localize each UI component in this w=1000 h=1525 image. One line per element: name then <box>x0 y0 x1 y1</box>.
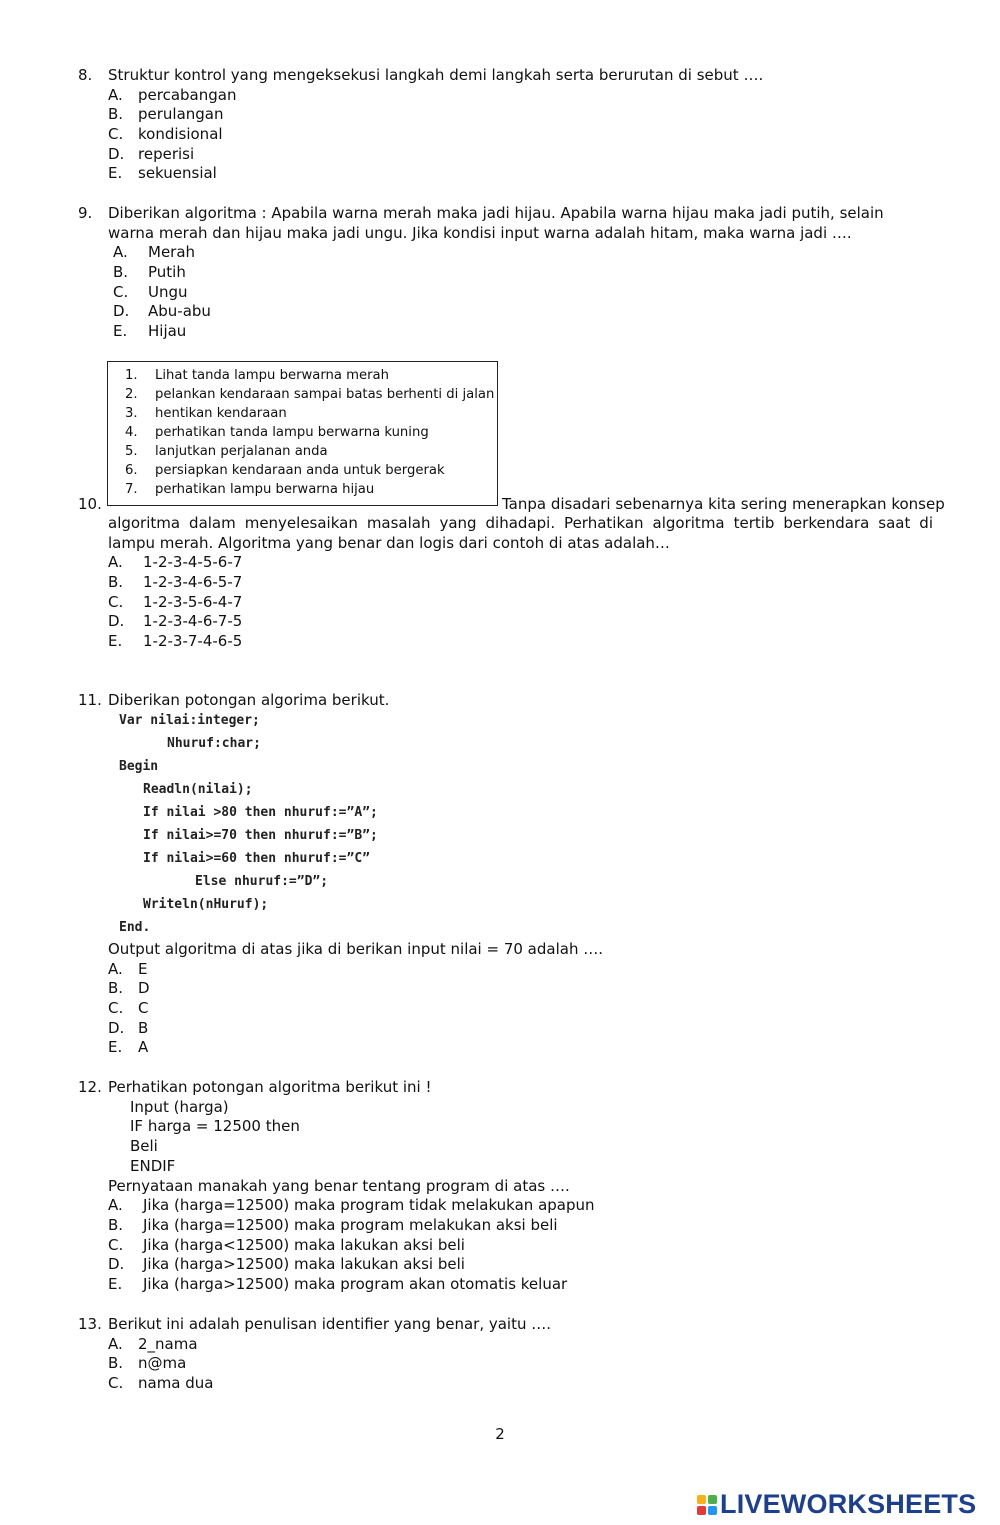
option-b[interactable] <box>108 979 933 999</box>
option-c[interactable] <box>108 593 933 613</box>
option-letter: B. <box>108 105 124 124</box>
step-text: lanjutkan perjalanan anda <box>155 444 328 459</box>
step-text: Lihat tanda lampu berwarna merah <box>155 368 389 383</box>
step-text: persiapkan kendaraan anda untuk bergerak <box>155 463 445 478</box>
question-number: 13. <box>78 1315 102 1333</box>
question-text: Perhatikan potongan algoritma berikut ini ! <box>108 1078 432 1096</box>
pseudocode-line: Beli <box>130 1137 158 1156</box>
option-letter: E. <box>108 632 123 651</box>
option-b[interactable] <box>108 573 933 593</box>
option-text: C <box>138 999 149 1018</box>
option-text: 1-2-3-4-6-7-5 <box>143 612 243 631</box>
question-number: 11. <box>78 691 102 709</box>
question-text: Output algoritma di atas jika di berikan input nilai = 70 adalah …. <box>108 940 603 958</box>
logo-text: LIVEWORKSHEETS <box>720 1489 977 1519</box>
option-letter: D. <box>108 612 125 631</box>
option-letter: B. <box>108 573 124 592</box>
option-text: n@ma <box>138 1354 187 1373</box>
logo-square-icon <box>708 1495 717 1504</box>
option-c[interactable] <box>108 1374 933 1394</box>
option-letter: D. <box>108 1018 125 1037</box>
option-letter: E. <box>113 322 128 341</box>
option-text: percabangan <box>138 85 237 104</box>
option-letter: D. <box>113 302 130 321</box>
question-number: 10. <box>78 495 102 513</box>
question-text-first-line: Tanpa disadari sebenarnya kita sering menerapkan konsep <box>502 495 945 513</box>
option-e[interactable] <box>108 1275 933 1295</box>
option-letter: C. <box>108 1374 124 1393</box>
option-a[interactable] <box>108 553 933 573</box>
question-text: Berikut ini adalah penulisan identifier yang benar, yaitu …. <box>108 1315 552 1333</box>
option-text: Ungu <box>148 282 188 301</box>
option-text: Jika (harga>12500) maka lakukan aksi beli <box>143 1255 465 1274</box>
option-letter: A. <box>113 243 128 262</box>
option-c[interactable] <box>108 999 933 1019</box>
option-text: 1-2-3-5-6-4-7 <box>143 592 243 611</box>
pseudocode-line: Input (harga) <box>130 1097 229 1116</box>
traffic-steps-box <box>107 361 498 506</box>
page-number: 2 <box>495 1425 505 1443</box>
option-letter: E. <box>108 164 123 183</box>
question-number: 8. <box>78 66 93 84</box>
option-text: nama dua <box>138 1374 214 1393</box>
option-letter: C. <box>113 282 129 301</box>
question-number: 12. <box>78 1078 102 1096</box>
code-line: Writeln(nHuruf); <box>143 897 269 912</box>
code-line: If nilai>=60 then nhuruf:=”C” <box>143 851 370 866</box>
step-item <box>125 368 389 383</box>
option-e[interactable] <box>108 1038 933 1058</box>
question-text: Struktur kontrol yang mengeksekusi langkah demi langkah serta berurutan di sebut …. <box>108 66 764 84</box>
option-letter: A. <box>108 1334 123 1353</box>
option-text: sekuensial <box>138 164 217 183</box>
logo-square-icon <box>708 1506 717 1515</box>
option-a[interactable] <box>113 243 933 263</box>
step-number: 1. <box>125 368 138 383</box>
question-9 <box>78 204 933 342</box>
option-text: Jika (harga=12500) maka program tidak melakukan apapun <box>143 1196 595 1215</box>
option-e[interactable] <box>108 164 933 184</box>
option-letter: E. <box>108 1038 123 1057</box>
option-text: kondisional <box>138 125 223 144</box>
question-text: Diberikan algoritma : Apabila warna merah maka jadi hijau. Apabila warna hijau maka jadi putih, selain warna merah dan hijau maka jadi ungu. Jika kondisi input warna adalah hitam, maka warna jadi …. <box>108 204 884 242</box>
option-letter: B. <box>108 1215 124 1234</box>
logo-grid-icon <box>697 1495 717 1515</box>
option-letter: E. <box>108 1274 123 1293</box>
question-prompt: Pernyataan manakah yang benar tentang program di atas …. <box>108 1176 570 1195</box>
logo-square-icon <box>697 1506 706 1515</box>
option-text: Hijau <box>148 322 187 341</box>
options-list <box>108 960 933 1058</box>
step-number: 6. <box>125 463 138 478</box>
options-list <box>113 243 933 341</box>
option-letter: A. <box>108 85 123 104</box>
pseudocode-line: ENDIF <box>130 1156 176 1175</box>
options-list <box>108 553 933 651</box>
option-d[interactable] <box>108 1255 933 1275</box>
option-a[interactable] <box>108 1196 933 1216</box>
option-text: Putih <box>148 263 186 282</box>
option-text: 2_nama <box>138 1334 198 1353</box>
option-text: E <box>138 959 148 978</box>
question-8 <box>78 66 933 184</box>
option-b[interactable] <box>108 1354 933 1374</box>
option-letter: D. <box>108 144 125 163</box>
code-line: If nilai>=70 then nhuruf:=”B”; <box>143 828 378 843</box>
option-letter: D. <box>108 1255 125 1274</box>
option-text: Jika (harga>12500) maka program akan otomatis keluar <box>143 1274 568 1293</box>
step-text: hentikan kendaraan <box>155 406 287 421</box>
option-e[interactable] <box>108 632 933 652</box>
option-text: Jika (harga=12500) maka program melakukan aksi beli <box>143 1215 558 1234</box>
step-item <box>125 387 494 402</box>
option-d[interactable] <box>113 302 933 322</box>
question-13 <box>78 1315 933 1394</box>
option-text: Merah <box>148 243 196 262</box>
option-c[interactable] <box>108 125 933 145</box>
option-letter: B. <box>113 263 129 282</box>
question-number: 9. <box>78 204 93 222</box>
step-item <box>125 463 445 478</box>
code-line: End. <box>119 920 151 935</box>
options-list <box>108 1196 933 1294</box>
option-d[interactable] <box>108 1019 933 1039</box>
option-text: 1-2-3-4-5-6-7 <box>143 553 243 572</box>
step-text: pelankan kendaraan sampai batas berhenti di jalan <box>155 387 495 402</box>
code-line: Else nhuruf:=”D”; <box>195 874 329 889</box>
option-c[interactable] <box>113 283 933 303</box>
option-letter: A. <box>108 553 123 572</box>
option-text: perulangan <box>138 105 224 124</box>
pseudocode-block <box>130 1098 933 1177</box>
option-letter: A. <box>108 959 123 978</box>
question-text: Diberikan potongan algorima berikut. <box>108 691 390 709</box>
step-number: 4. <box>125 425 138 440</box>
option-e[interactable] <box>113 322 933 342</box>
option-text: reperisi <box>138 144 195 163</box>
step-number: 7. <box>125 482 138 497</box>
step-item <box>125 444 328 459</box>
code-line: Nhuruf:char; <box>167 736 261 751</box>
option-letter: C. <box>108 999 124 1018</box>
logo-square-icon <box>697 1495 706 1504</box>
option-letter: A. <box>108 1196 123 1215</box>
option-a[interactable] <box>108 1335 933 1355</box>
option-b[interactable] <box>108 1216 933 1236</box>
question-11 <box>78 691 933 711</box>
pseudocode-line: IF harga = 12500 then <box>130 1117 300 1136</box>
step-number: 2. <box>125 387 138 402</box>
step-text: perhatikan tanda lampu berwarna kuning <box>155 425 429 440</box>
option-a[interactable] <box>108 86 933 106</box>
liveworksheets-logo[interactable] <box>697 1489 976 1520</box>
step-item <box>125 425 429 440</box>
code-line: Readln(nilai); <box>143 782 253 797</box>
code-line: Var nilai:integer; <box>119 713 260 728</box>
question-11-prompt <box>108 940 933 1058</box>
code-line: Begin <box>119 759 159 774</box>
option-b[interactable] <box>108 105 933 125</box>
options-list <box>108 1335 933 1394</box>
option-text: B <box>138 1018 149 1037</box>
step-item <box>125 482 374 497</box>
options-list <box>108 86 933 184</box>
question-12 <box>78 1078 933 1295</box>
option-letter: C. <box>108 592 124 611</box>
option-text: 1-2-3-4-6-5-7 <box>143 573 243 592</box>
option-c[interactable] <box>108 1236 933 1256</box>
option-d[interactable] <box>108 145 933 165</box>
step-number: 5. <box>125 444 138 459</box>
question-text: algoritma dalam menyelesaikan masalah yang dihadapi. Perhatikan algoritma tertib berkendara saat di lampu merah. Algoritma yang benar dan logis dari contoh di atas adalah… <box>108 514 933 552</box>
step-number: 3. <box>125 406 138 421</box>
option-d[interactable] <box>108 612 933 632</box>
option-letter: C. <box>108 1235 124 1254</box>
option-text: D <box>138 979 150 998</box>
option-b[interactable] <box>113 263 933 283</box>
step-item <box>125 406 287 421</box>
code-line: If nilai >80 then nhuruf:=”A”; <box>143 805 378 820</box>
option-text: 1-2-3-7-4-6-5 <box>143 632 243 651</box>
option-text: A <box>138 1038 149 1057</box>
option-letter: B. <box>108 1354 124 1373</box>
option-text: Abu-abu <box>148 302 211 321</box>
step-text: perhatikan lampu berwarna hijau <box>155 482 375 497</box>
option-text: Jika (harga<12500) maka lakukan aksi beli <box>143 1235 465 1254</box>
option-letter: C. <box>108 125 124 144</box>
option-a[interactable] <box>108 960 933 980</box>
question-10 <box>108 514 933 652</box>
option-letter: B. <box>108 979 124 998</box>
